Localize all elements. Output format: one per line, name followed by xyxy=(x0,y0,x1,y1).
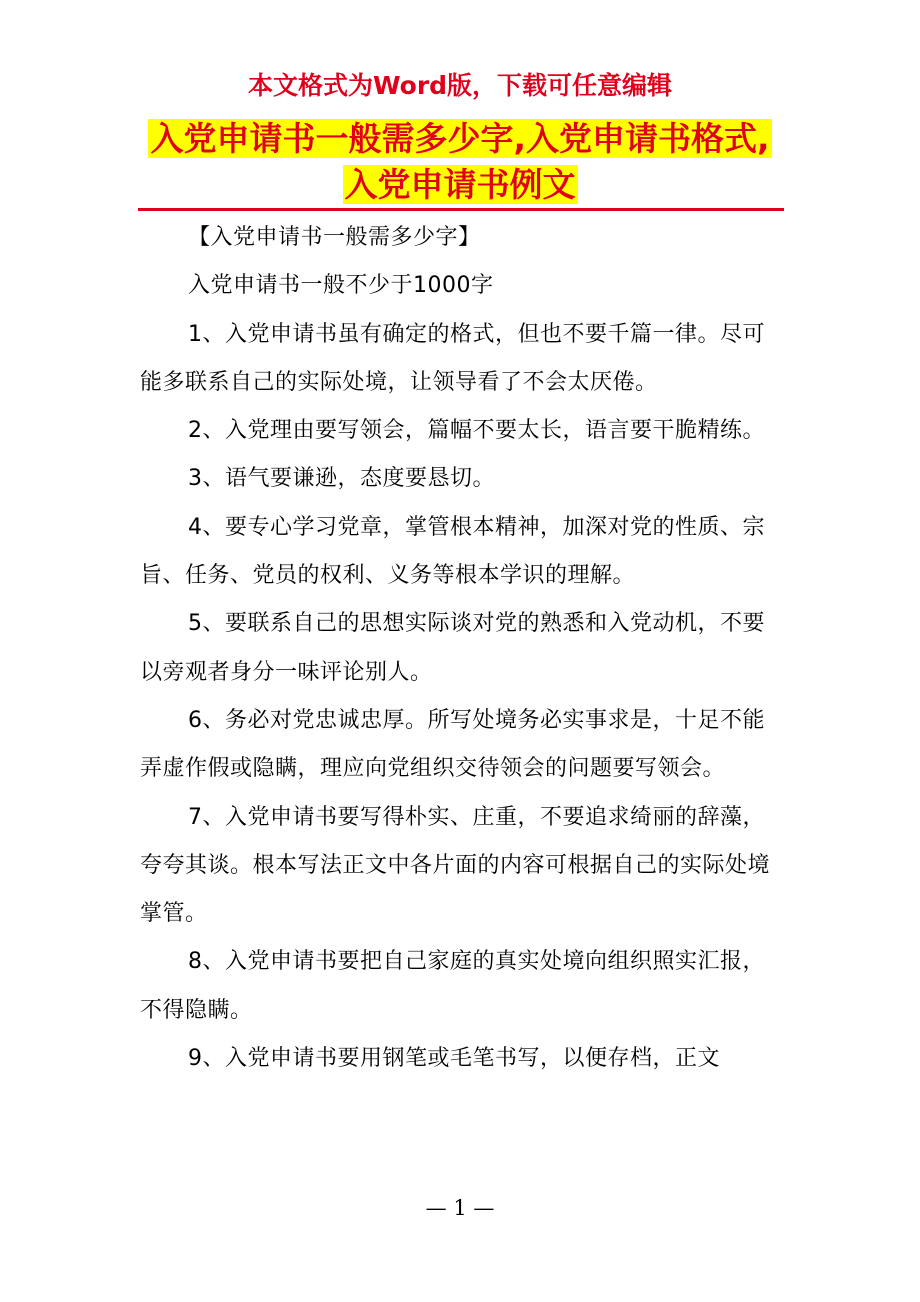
document-body xyxy=(140,214,784,1083)
paragraph: 4、要专心学习党章，掌管根本精神，加深对党的性质、宗旨、任务、党员的权利、义务等根本学识的理解。 xyxy=(140,514,765,589)
download-banner: 本文格式为Word版，下载可任意编辑 xyxy=(247,71,673,100)
paragraph: 3、语气要谦逊，态度要恳切。 xyxy=(188,466,495,492)
title-line-2-text: 入党申请书例文 xyxy=(344,165,576,204)
paragraph: 9、入党申请书要用钢笔或毛笔书写，以便存档，正文 xyxy=(188,1046,720,1072)
paragraph: 1、入党申请书虽有确定的格式，但也不要千篇一律。尽可能多联系自己的实际处境，让领导看了不会太厌倦。 xyxy=(140,321,765,395)
page-number: — 1 — xyxy=(425,1196,495,1220)
paragraph: 8、入党申请书要把自己家庭的真实处境向组织照实汇报，不得隐瞒。 xyxy=(140,949,765,1023)
document-title-line-2 xyxy=(128,162,792,208)
document-title-line-1 xyxy=(128,116,792,162)
paragraph: 7、入党申请书要写得朴实、庄重，不要追求绮丽的辞藻，夸夸其谈。根本写法正文中各片面的内容可根据自己的实际处境掌管。 xyxy=(140,804,771,927)
paragraph: 6、务必对党忠诚忠厚。所写处境务必实事求是，十足不能弄虚作假或隐瞒，理应向党组织交待领会的问题要写领会。 xyxy=(140,707,765,782)
paragraph: 5、要联系自己的思想实际谈对党的熟悉和入党动机，不要以旁观者身分一味评论别人。 xyxy=(140,611,765,685)
title-divider xyxy=(138,208,784,211)
paragraph: 2、入党理由要写领会，篇幅不要太长，语言要干脆精练。 xyxy=(188,418,765,444)
title-line-1-text: 入党申请书一般需多少字,入党申请书格式, xyxy=(150,119,770,158)
section-heading: 【入党申请书一般需多少字】 xyxy=(188,225,481,250)
paragraph: 入党申请书一般不少于1000字 xyxy=(188,273,494,299)
